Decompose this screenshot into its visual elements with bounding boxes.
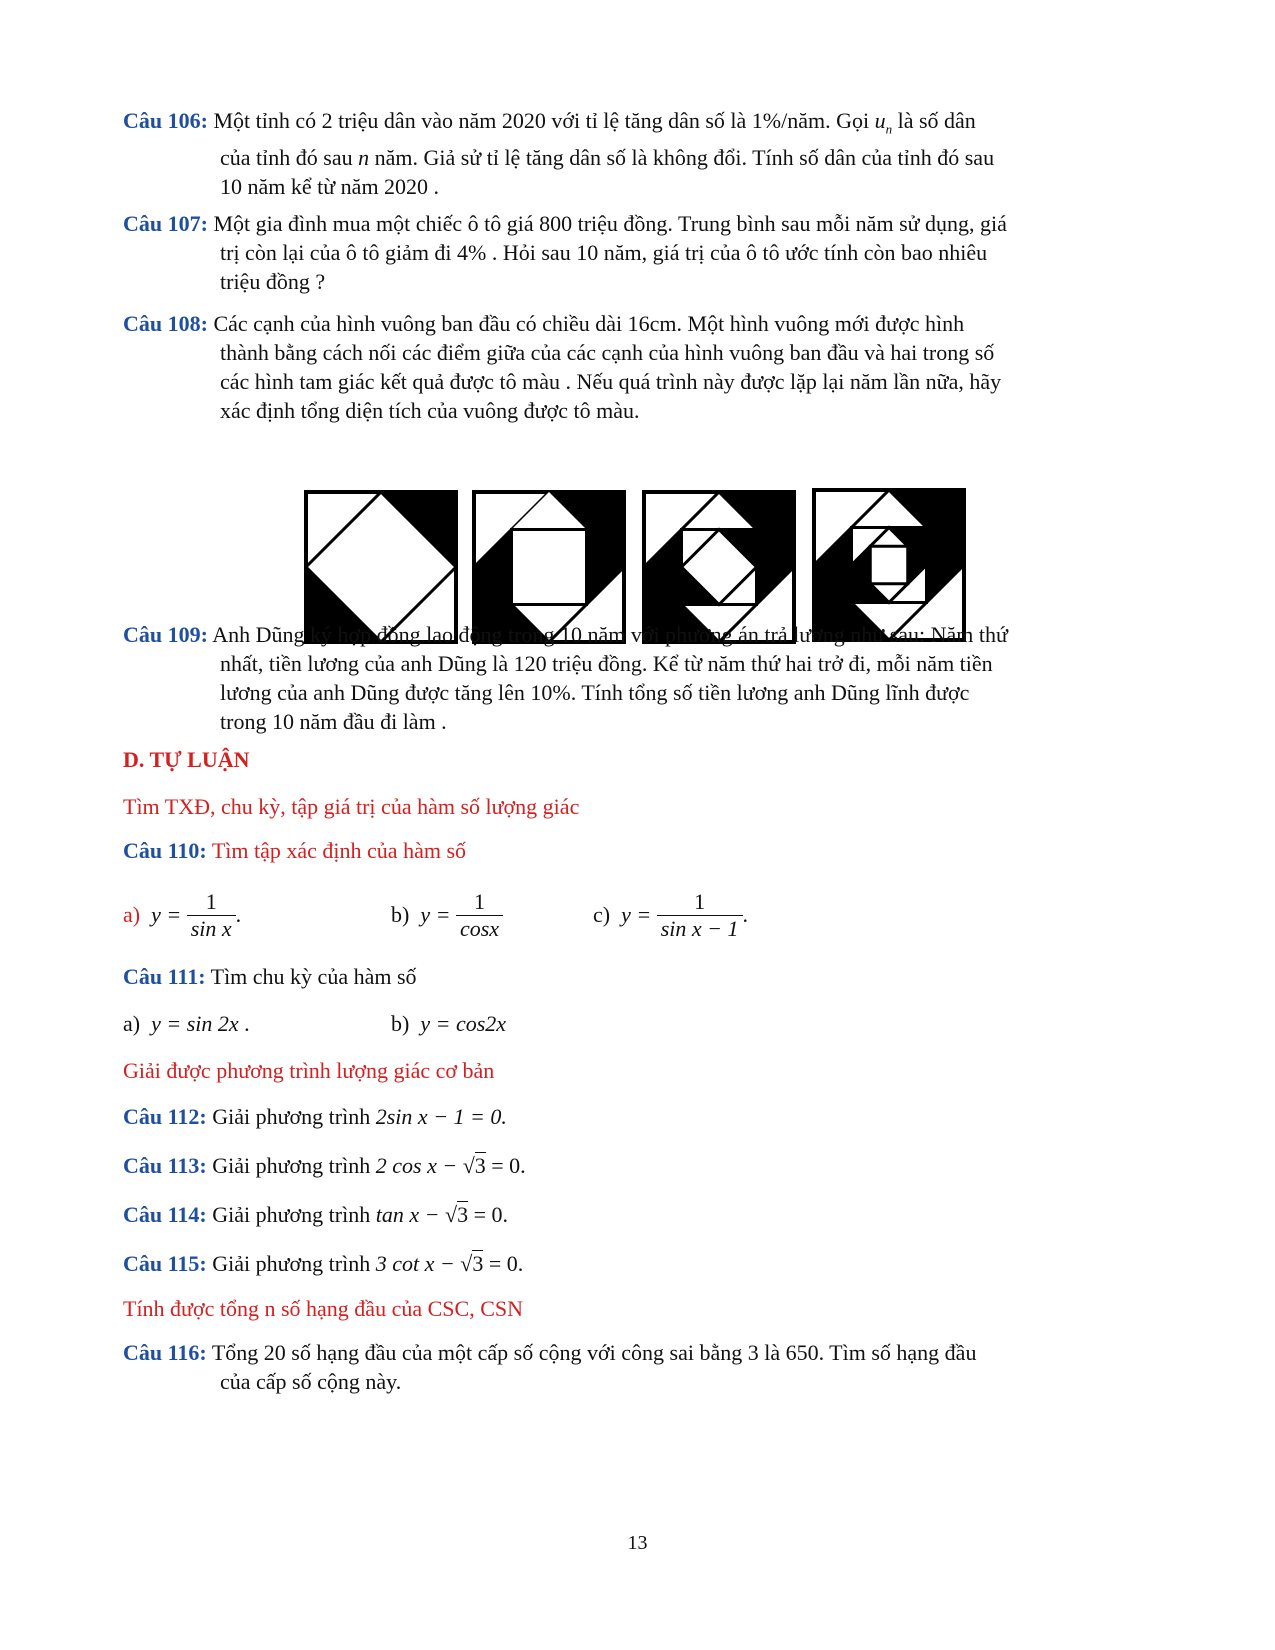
question-114: Câu 114: Giải phương trình tan x − √3 = 0. [123,1202,508,1227]
question-label: Câu 109: [123,622,208,647]
part-b: b) y = $\frac{1}{\cos x}$ [391,884,503,946]
fraction: $\frac{1}{\cos x}$ [456,889,503,942]
question-label: Câu 107: [123,211,208,236]
section-heading: D. TỰ LUẬN [123,747,250,772]
fraction: $\frac{1}{\text{sin x}}$ [187,889,236,942]
question-110: Câu 110: Tìm tập xác định của hàm số [123,838,467,863]
question-label: Câu 106: [123,108,208,133]
question-label: Câu 116: [123,1340,207,1365]
question-113: Câu 113: Giải phương trình 2 cos x − √3 = 0. [123,1153,526,1178]
topic-heading: Tính được tổng n số hạng đầu của CSC, CSN [123,1296,523,1321]
question-label: Câu 115: [123,1251,207,1276]
question-111: Câu 111: Tìm chu kỳ của hàm số [123,964,417,989]
page-number: 13 [627,1532,648,1554]
question-106: Câu 106: Một tỉnh có 2 triệu dân vào năm 2020 với tỉ lệ tăng dân số là 1%/năm. Gọi $u_n$ là số dân của tỉnh đó sau n năm. Giả sử tỉ lệ tăng dân số là không đổi. Tính số dân của tỉnh đó sau 10 năm kể từ năm 2020 . [123,108,995,200]
question-109: Câu 109: Anh Dũng ký hợp đồng lao động trong 10 năm với phương án trả lương như sau: Năm thứ nhất, tiền lương của anh Dũng là 120 triệu đồng. Kể từ năm thứ hai trở đi, mỗi năm tiền lương của anh Dũng được tăng lên 10%. Tính tổng số tiền lương anh Dũng lĩnh được trong 10 năm đầu đi làm . [123,622,1008,734]
question-107: Câu 107: Một gia đình mua một chiếc ô tô giá 800 triệu đồng. Trung bình sau mỗi năm sử dụng, giá trị còn lại của ô tô giảm đi 4% . Hỏi sau 10 năm, giá trị của ô tô ước tính còn bao nhiêu triệu đồng ? [123,211,1007,294]
topic-heading: Giải được phương trình lượng giác cơ bản [123,1058,495,1083]
part-c: c) y = $\frac{1}{\text{sin x − 1}}$ . [593,888,749,941]
question-108: Câu 108: Các cạnh của hình vuông ban đầu có chiều dài 16cm. Một hình vuông mới được hình thành bằng cách nối các điểm giữa của các cạnh của hình vuông ban đầu và hai trong số các hình tam giác kết quả được tô màu . Nếu quá trình này được lặp lại năm lần nữa, hãy xác định tổng diện tích của vuông được tô màu. [123,311,1002,423]
question-label: Câu 111: [123,964,206,989]
question-label: Câu 113: [123,1153,207,1178]
fraction: $\frac{1}{\text{sin x − 1}}$ [657,889,743,942]
topic-heading: Tìm TXĐ, chu kỳ, tập giá trị của hàm số lượng giác [123,794,580,819]
question-111-parts: a) y = sin 2x . b) y = cos2x [123,1011,507,1036]
square-step-4 [814,490,964,640]
question-label: Câu 114: [123,1202,207,1227]
question-116: Câu 116: Tổng 20 số hạng đầu của một cấp số cộng với công sai bằng 3 là 650. Tìm số hạng đầu của cấp số cộng này. [123,1340,977,1394]
part-a: a) y = $\frac{1}{\text{sin x}}$ . [123,888,242,941]
question-115: Câu 115: Giải phương trình 3 cot x − √3 = 0. [123,1251,524,1276]
part-b: b) y = cos2x [391,1011,507,1036]
question-label: Câu 110: [123,838,207,863]
question-112: Câu 112: Giải phương trình 2sin x − 1 = 0. [123,1104,507,1129]
question-label: Câu 108: [123,311,208,336]
question-label: Câu 112: [123,1104,207,1129]
